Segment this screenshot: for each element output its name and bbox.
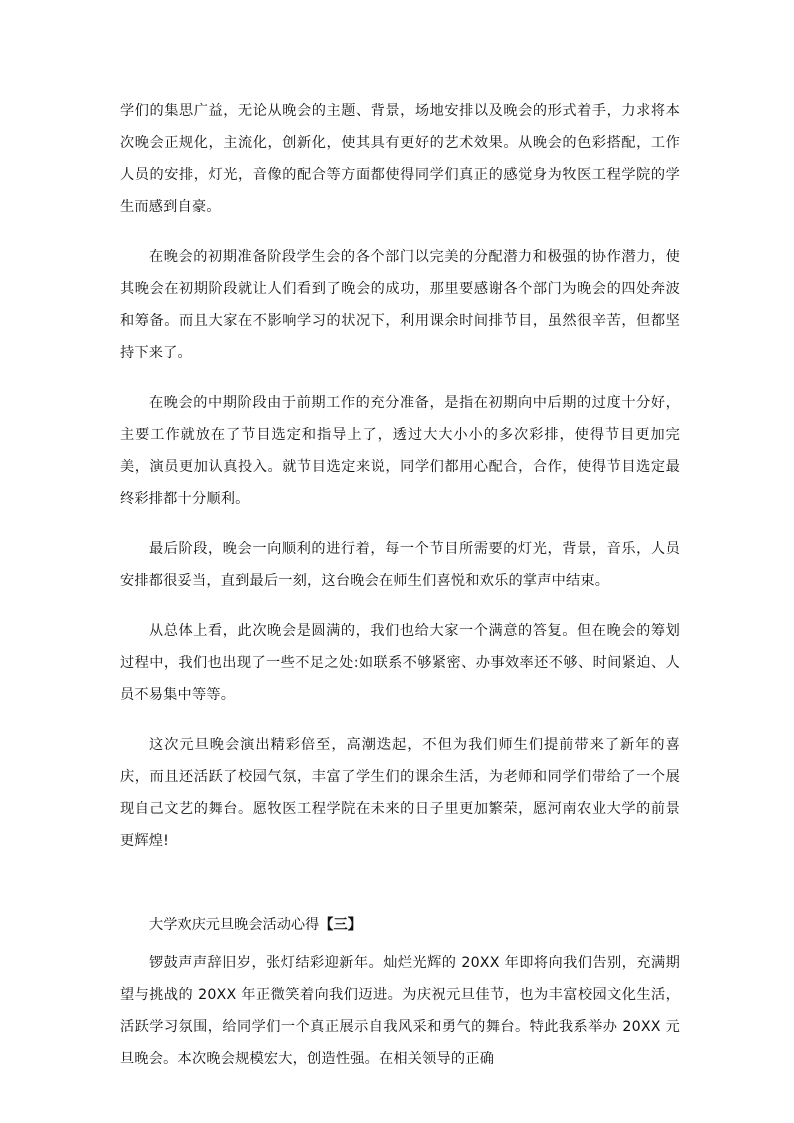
- paragraph-conclusion: 这次元旦晚会演出精彩倍至，高潮迭起，不但为我们师生们提前带来了新年的喜庆，而且还活跃了校园气氛，丰富了学生们的课余生活，为老师和同学们带给了一个展现自己文艺的舞台。愿牧医工程学院在未来的日子里更加繁荣，愿河南农业大学的前景更辉煌!: [120, 737, 680, 849]
- section-heading-title: 大学欢庆元旦晚会活动心得: [149, 917, 320, 933]
- paragraph-initial-stage: 在晚会的初期准备阶段学生会的各个部门以完美的分配潜力和极强的协作潜力，使其晚会在初期阶段就让人们看到了晚会的成功，那里要感谢各个部门为晚会的四处奔波和筹备。而且大家在不影响学习的状况下，利用课余时间排节目，虽然很辛苦，但都坚持下来了。: [120, 249, 680, 361]
- section-heading-number: 【三】: [319, 917, 362, 933]
- paragraph-middle-stage: 在晚会的中期阶段由于前期工作的充分准备，是指在初期向中后期的过度十分好，主要工作就放在了节目选定和指导上了，透过大大小小的多次彩排，使得节目更加完美，演员更加认真投入。就节目选定来说，同学们都用心配合，合作，使得节目选定最终彩排都十分顺利。: [120, 395, 680, 507]
- paragraph-final-stage: 最后阶段，晚会一向顺利的进行着，每一个节目所需要的灯光，背景，音乐，人员安排都很妥当，直到最后一刻，这台晚会在师生们喜悦和欢乐的掌声中结束。: [120, 541, 680, 589]
- paragraph-overall-review: 从总体上看，此次晚会是圆满的，我们也给大家一个满意的答复。但在晚会的筹划过程中，我们也出现了一些不足之处:如联系不够紧密、办事效率还不够、时间紧迫、人员不易集中等等。: [120, 623, 680, 703]
- document-page: [120, 95, 680, 1093]
- paragraph-section-three-opening: 锣鼓声声辞旧岁，张灯结彩迎新年。灿烂光辉的 20XX 年即将向我们告别，充满期望与挑战的 20XX 年正微笑着向我们迈进。为庆祝元旦佳节，也为丰富校园文化生活，活跃学习氛围，给同学们一个真正展示自我风采和勇气的舞台。特此我系举办 20XX 元旦晚会。本次晚会规模宏大，创造性强。在相关领导的正确: [120, 955, 680, 1067]
- paragraph-collective-wisdom: 学们的集思广益，无论从晚会的主题、背景，场地安排以及晚会的形式着手，力求将本次晚会正规化，主流化，创新化，使其具有更好的艺术效果。从晚会的色彩搭配，工作人员的安排，灯光，音像的配合等方面都使得同学们真正的感觉身为牧医工程学院的学生而感到自豪。: [120, 103, 680, 215]
- section-heading: [120, 909, 680, 941]
